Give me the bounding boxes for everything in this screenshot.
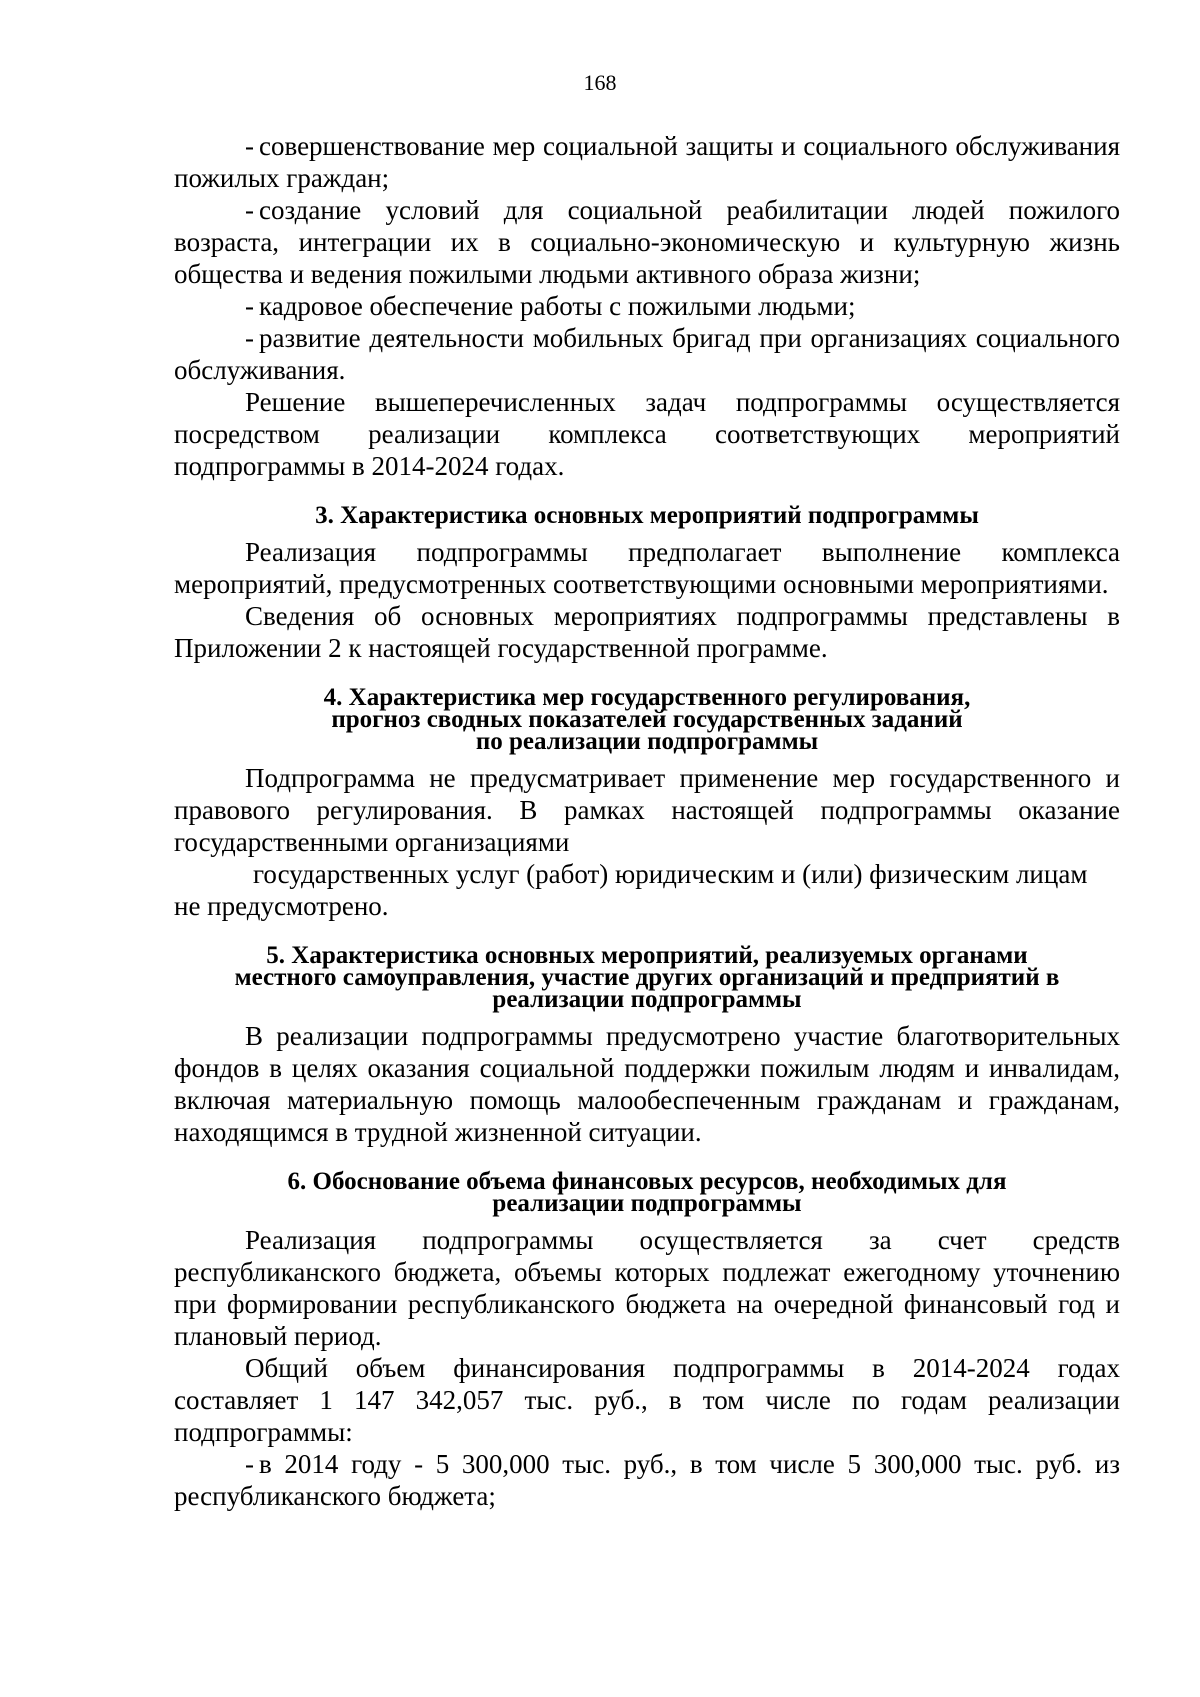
section-5-paragraph-1: В реализации подпрограммы предусмотрено участие благотворительных фондов в целях оказания социальной поддержки пожилым людям и инвалидам, включая материальную помощь малообеспеченным гражданам и гражданам, находящимся в трудной жизненной ситуации. <box>174 1021 1120 1147</box>
section-3-title: 3. Характеристика основных мероприятий подпрограммы <box>315 502 979 529</box>
section-4-title-line-1: 4. Характеристика мер государственного регулирования, <box>323 684 971 711</box>
section-5-title-line-3: реализации подпрограммы <box>492 986 802 1013</box>
intro-summary: Решение вышеперечисленных задач подпрограммы осуществляется посредством реализации комплекса соответствующих мероприятий подпрограммы в 2014-2024 годах. <box>174 387 1120 481</box>
section-5-title-line-1: 5. Характеристика основных мероприятий, реализуемых органами <box>266 942 1028 969</box>
section-6-title-line-1: 6. Обоснование объема финансовых ресурсов, необходимых для <box>287 1168 1007 1195</box>
intro-bullet-1 <box>174 130 1120 194</box>
section-6-paragraph-1: Реализация подпрограммы осуществляется за счет средств республиканского бюджета, объемы которых подлежат ежегодному уточнению при формировании республиканского бюджета на очередной финансовый год и плановый период. <box>174 1225 1120 1351</box>
bullet-dash: - <box>245 323 254 353</box>
section-6-paragraph-2: Общий объем финансирования подпрограммы в 2014-2024 годах составляет 1 147 342,057 тыс. руб., в том числе по годам реализации подпрограммы: <box>174 1353 1120 1447</box>
intro-bullet-3 <box>174 290 1120 322</box>
intro-bullet-4-text: развитие деятельности мобильных бригад при организациях социального обслуживания. <box>174 323 1120 385</box>
intro-bullet-4 <box>174 322 1120 386</box>
section-3-paragraph-2: Сведения об основных мероприятиях подпрограммы представлены в Приложении 2 к настоящей государственной программе. <box>174 601 1120 663</box>
section-5-title-line-2: местного самоуправления, участие других организаций и предприятий в <box>234 964 1060 991</box>
intro-bullet-3-text: кадровое обеспечение работы с пожилыми людьми; <box>259 291 856 321</box>
intro-bullet-2 <box>174 194 1120 290</box>
intro-bullet-2-text: создание условий для социальной реабилитации людей пожилого возраста, интеграции их в социально-экономическую и культурную жизнь общества и ведения пожилыми людьми активного образа жизни; <box>174 195 1120 289</box>
bullet-dash: - <box>245 291 254 321</box>
document-body <box>174 130 1120 1512</box>
section-3-paragraph-1: Реализация подпрограммы предполагает выполнение комплекса мероприятий, предусмотренных соответствующими основными мероприятиями. <box>174 537 1120 599</box>
section-5-heading <box>174 942 1120 1013</box>
section-6-bullet-1-text: в 2014 году - 5 300,000 тыс. руб., в том числе 5 300,000 тыс. руб. из республиканского бюджета; <box>174 1449 1120 1511</box>
section-4-title-line-2: прогноз сводных показателей государственных заданий <box>331 706 963 733</box>
section-4-heading <box>174 684 1120 755</box>
bullet-dash: - <box>245 195 254 225</box>
page-number: 168 <box>583 70 617 95</box>
intro-bullet-1-text: совершенствование мер социальной защиты и социального обслуживания пожилых граждан; <box>174 131 1120 193</box>
bullet-dash: - <box>245 1449 254 1479</box>
section-4-paragraph-2: государственных услуг (работ) юридическим и (или) физическим лицам не предусмотрено. <box>174 859 1088 921</box>
section-6-heading <box>174 1168 1120 1217</box>
section-3-heading <box>174 502 1120 529</box>
section-6-bullet-1 <box>174 1448 1120 1512</box>
section-4-title-line-3: по реализации подпрограммы <box>475 728 819 755</box>
bullet-dash: - <box>245 131 254 161</box>
section-6-title-line-2: реализации подпрограммы <box>492 1190 802 1217</box>
section-4-paragraph-1: Подпрограмма не предусматривает применение мер государственного и правового регулирования. В рамках настоящей подпрограммы оказание государственными организациями <box>174 763 1120 857</box>
